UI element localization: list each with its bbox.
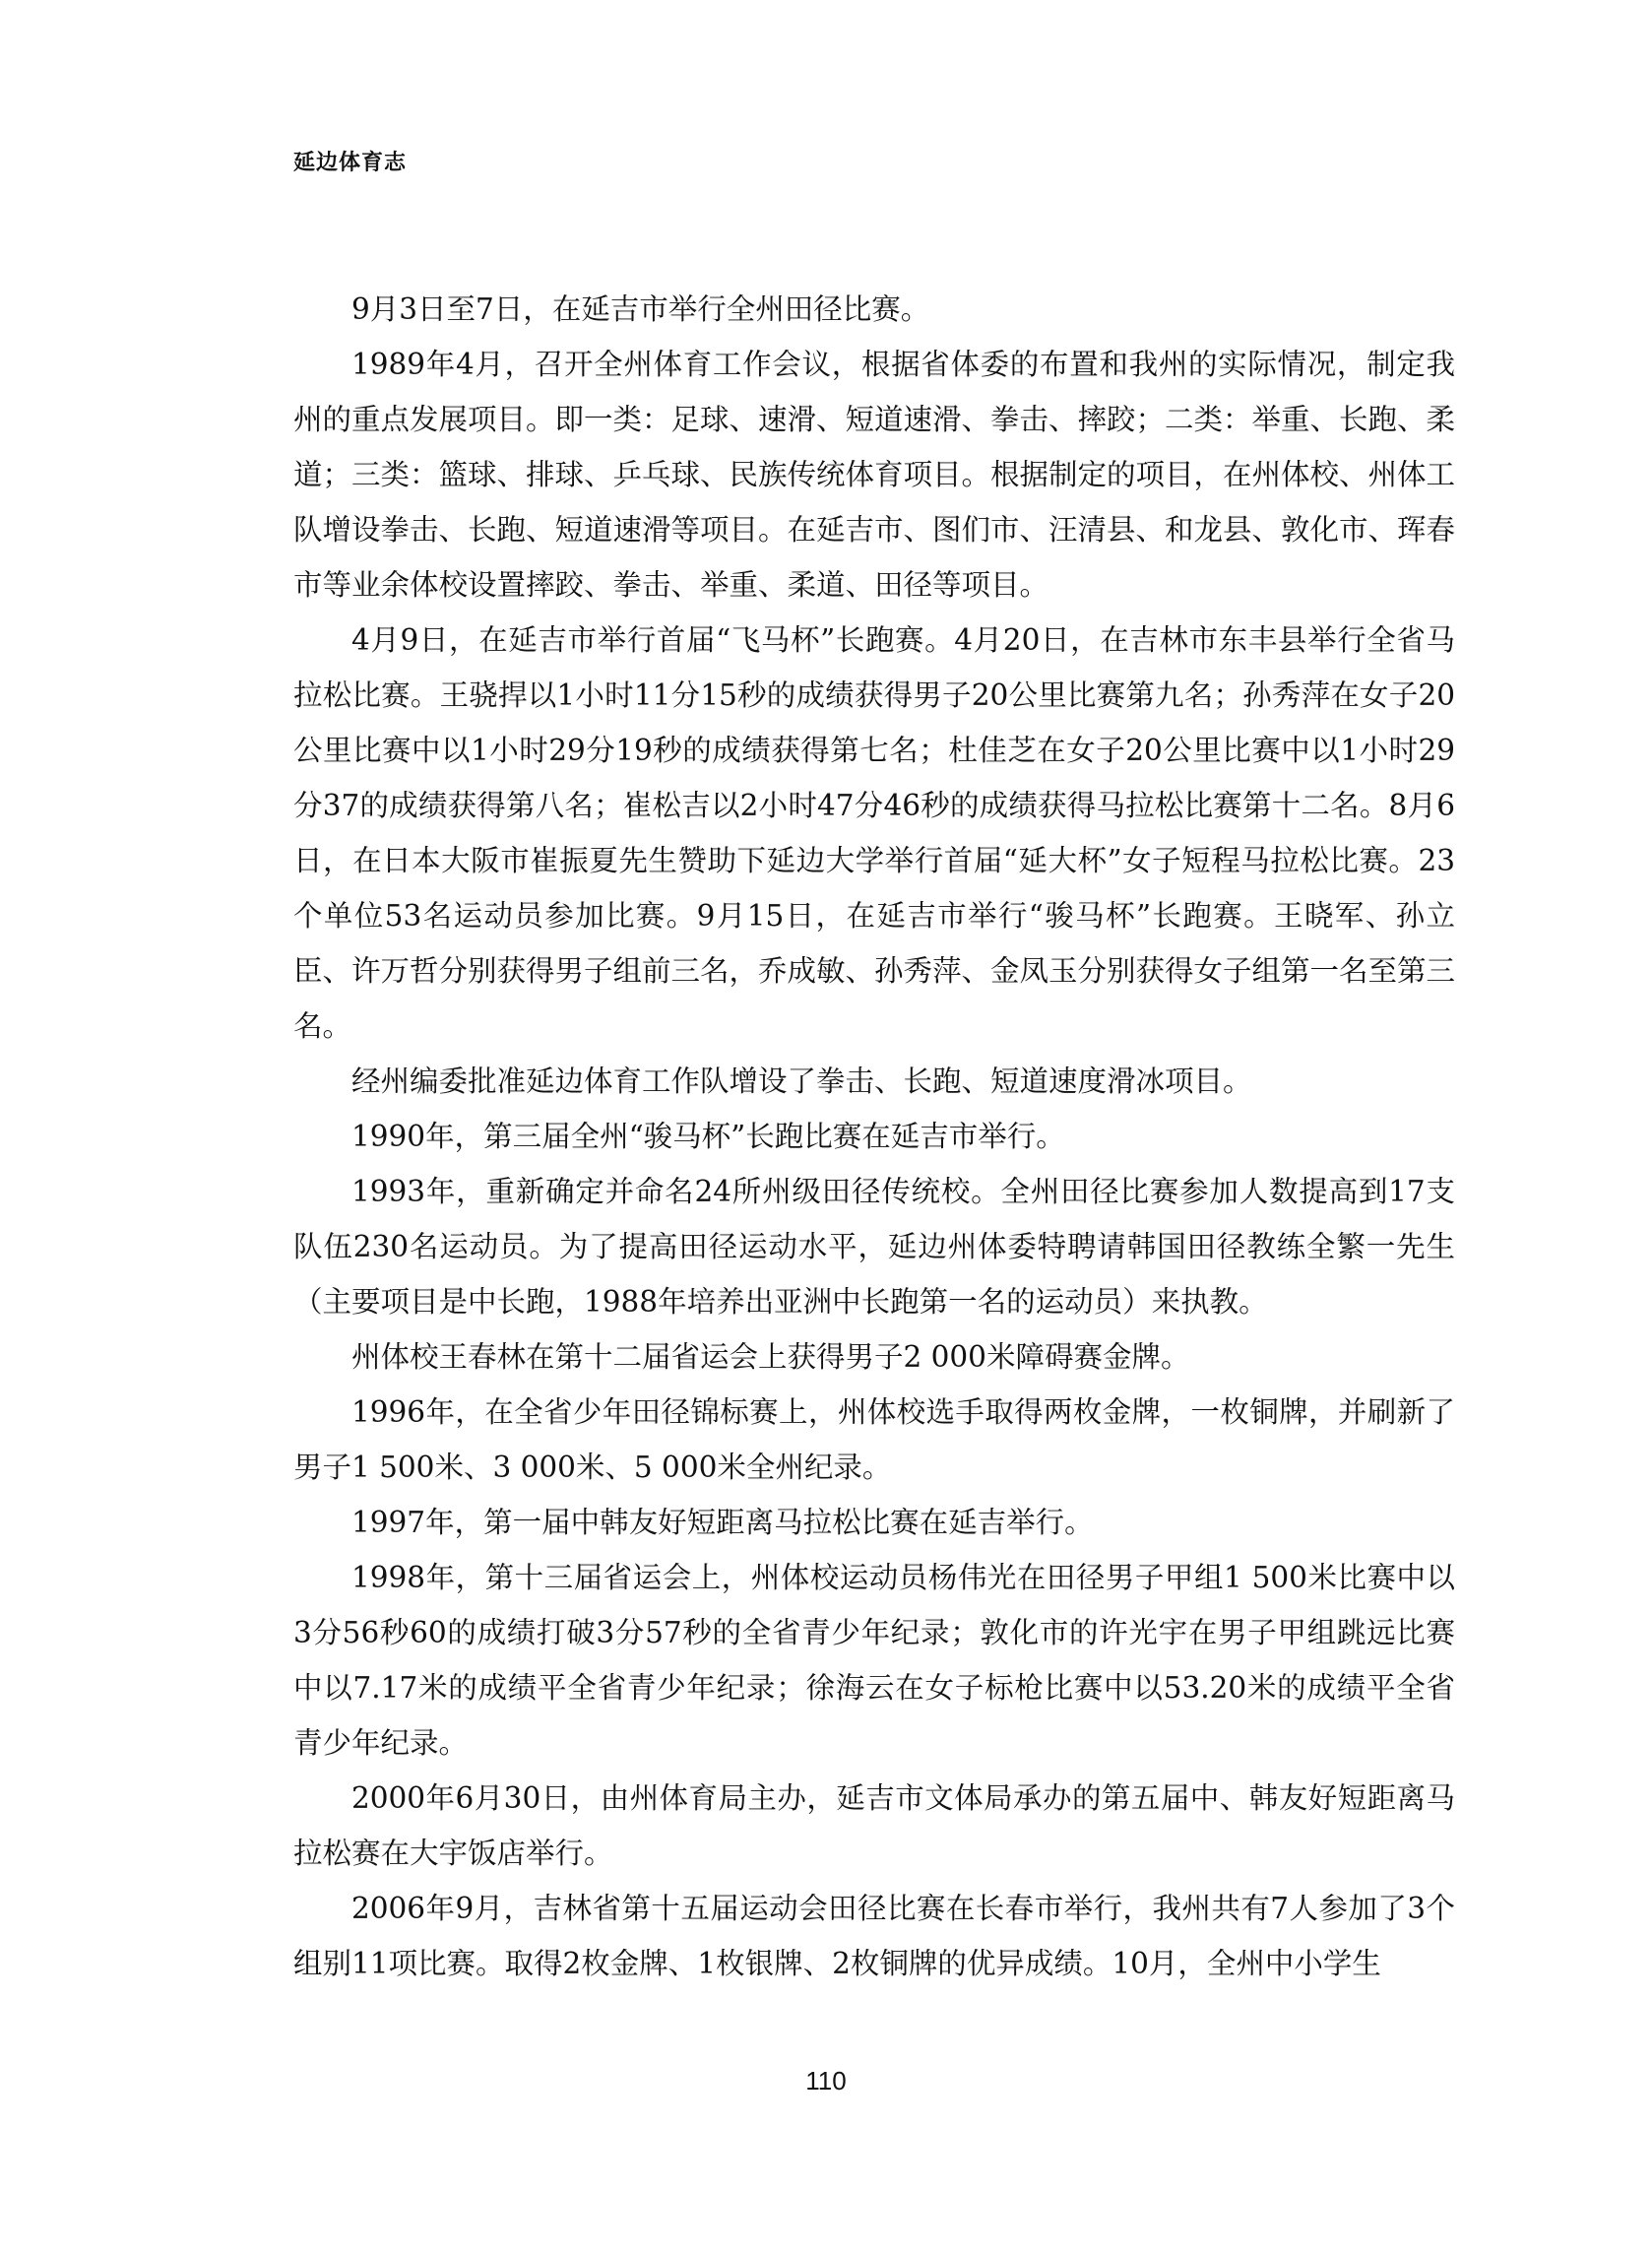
paragraph: 2006年9月，吉林省第十五届运动会田径比赛在长春市举行，我州共有7人参加了3个组别11项比赛。取得2枚金牌、1枚银牌、2枚铜牌的优异成绩。10月，全州中小学生 [293,1892,1455,1980]
paragraph: 州体校王春林在第十二届省运会上获得男子2 000米障碍赛金牌。 [351,1340,1190,1374]
paragraph: 2000年6月30日，由州体育局主办，延吉市文体局承办的第五届中、韩友好短距离马拉松赛在大宇饭店举行。 [293,1781,1455,1870]
paragraph: 1996年，在全省少年田径锦标赛上，州体校选手取得两枚金牌，一枚铜牌，并刷新了男子1 500米、3 000米、5 000米全州纪录。 [293,1395,1455,1484]
paragraph: 4月9日，在延吉市举行首届“飞马杯”长跑赛。4月20日，在吉林市东丰县举行全省马拉松比赛。王骁捍以1小时11分15秒的成绩获得男子20公里比赛第九名；孙秀萍在女子20公里比赛中以1小时29分19秒的成绩获得第七名；杜佳芝在女子20公里比赛中以1小时29分37的成绩获得第八名；崔松吉以2小时47分46秒的成绩获得马拉松比赛第十二名。8月6日，在日本大阪市崔振夏先生赞助下延边大学举行首届“延大杯”女子短程马拉松比赛。23个单位53名运动员参加比赛。9月15日，在延吉市举行“骏马杯”长跑赛。王晓军、孙立臣、许万哲分别获得男子组前三名，乔成敏、孙秀萍、金凤玉分别获得女子组第一名至第三名。 [293,623,1456,1043]
paragraph: 1998年，第十三届省运会上，州体校运动员杨伟光在田径男子甲组1 500米比赛中以3分56秒60的成绩打破3分57秒的全省青少年纪录；敦化市的许光宇在男子甲组跳远比赛中以7.17米的成绩平全省青少年纪录；徐海云在女子标枪比赛中以53.20米的成绩平全省青少年纪录。 [293,1561,1455,1760]
paragraph: 1989年4月，召开全州体育工作会议，根据省体委的布置和我州的实际情况，制定我州的重点发展项目。即一类：足球、速滑、短道速滑、拳击、摔跤；二类：举重、长跑、柔道；三类：篮球、排球、乒乓球、民族传统体育项目。根据制定的项目，在州体校、州体工队增设拳击、长跑、短道速滑等项目。在延吉市、图们市、汪清县、和龙县、敦化市、珲春市等业余体校设置摔跤、拳击、举重、柔道、田径等项目。 [293,348,1456,602]
paragraph: 经州编委批准延边体育工作队增设了拳击、长跑、短道速度滑冰项目。 [351,1064,1252,1098]
paragraph: 1990年，第三届全州“骏马杯”长跑比赛在延吉市举行。 [351,1120,1065,1153]
paragraph: 1997年，第一届中韩友好短距离马拉松比赛在延吉举行。 [351,1506,1094,1539]
running-header: 延边体育志 [293,151,408,175]
body-text [293,282,1455,1991]
paragraph: 9月3日至7日，在延吉市举行全州田径比赛。 [351,292,930,326]
paragraph: 1993年，重新确定并命名24所州级田径传统校。全州田径比赛参加人数提高到17支队伍230名运动员。为了提高田径运动水平，延边州体委特聘请韩国田径教练全繁一先生（主要项目是中长跑，1988年培养出亚洲中长跑第一名的运动员）来执教。 [293,1175,1455,1319]
page-number: 110 [805,2066,847,2096]
